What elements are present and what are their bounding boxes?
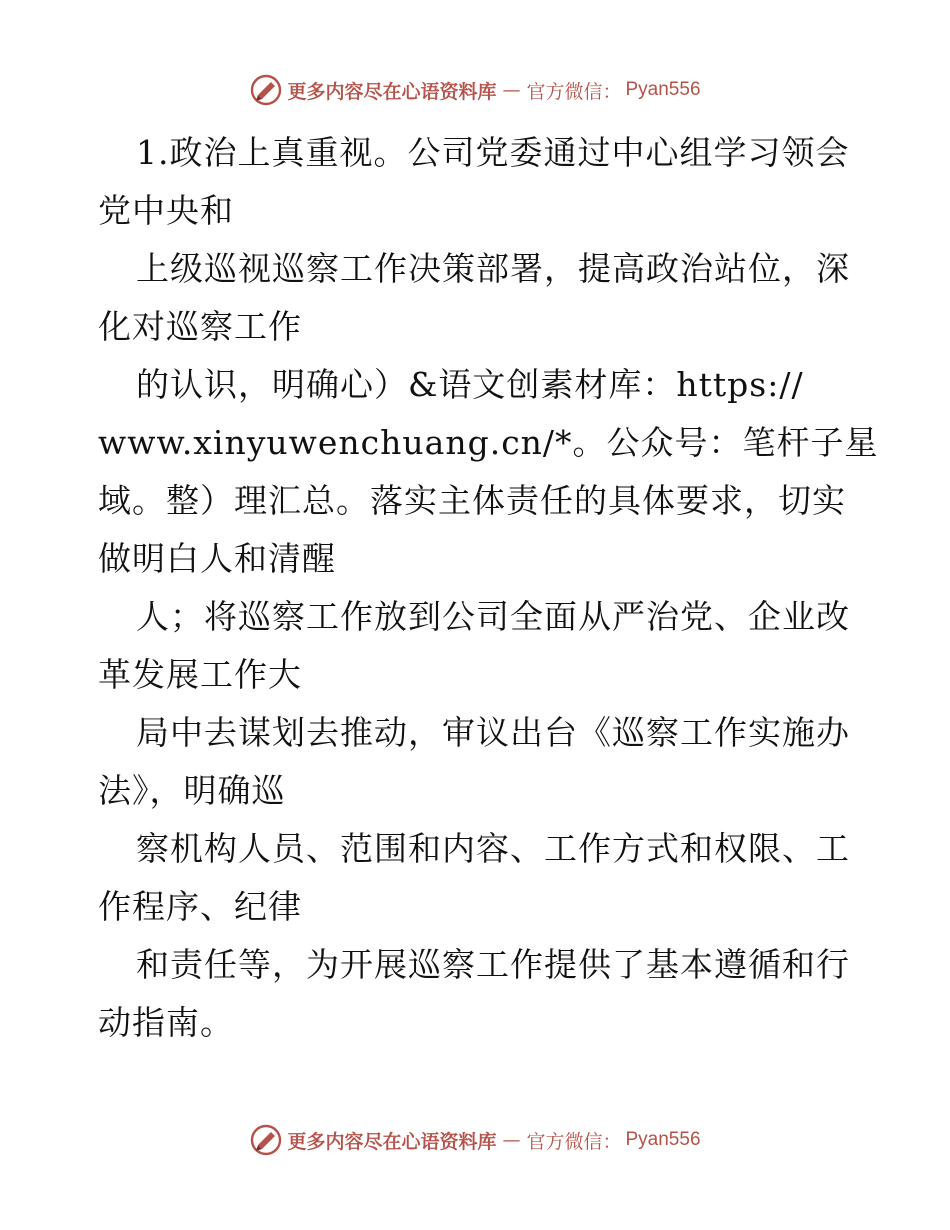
body-line: 法》，明确巡 (98, 771, 286, 810)
watermark-wechat-label: 官方微信： (526, 80, 622, 103)
footer-watermark (0, 1120, 950, 1160)
body-line: 1.政治上真重视。公司党委通过中心组学习领会 (136, 133, 850, 172)
header-watermark (0, 70, 950, 110)
body-line: 和责任等，为开展巡察工作提供了基本遵循和行 (136, 945, 850, 984)
watermark-group (249, 1123, 700, 1157)
watermark-dash: — (502, 79, 521, 101)
watermark-site-text: 更多内容尽在心语资料库 (287, 1130, 497, 1153)
body-line: 域。整）理汇总。落实主体责任的具体要求，切实 (98, 481, 846, 520)
body-line: 上级巡视巡察工作决策部署，提高政治站位，深 (136, 249, 850, 288)
body-line: 党中央和 (98, 191, 234, 230)
body-line: 化对巡察工作 (98, 307, 302, 346)
watermark-group (249, 73, 700, 107)
pen-logo-icon (249, 1123, 283, 1157)
body-line: 人；将巡察工作放到公司全面从严治党、企业改 (136, 597, 850, 636)
body-line: 革发展工作大 (98, 655, 302, 694)
watermark-wechat-label: 官方微信： (526, 1130, 622, 1153)
watermark-site-text: 更多内容尽在心语资料库 (287, 80, 497, 103)
body-line: 的认识，明确心）&语文创素材库：https:// (136, 365, 804, 404)
watermark-wechat-id: Pyan556 (625, 1129, 701, 1150)
watermark-wechat-id: Pyan556 (625, 79, 701, 100)
body-line: 动指南。 (98, 1003, 234, 1042)
document-body (98, 124, 879, 1052)
body-line: 察机构人员、范围和内容、工作方式和权限、工 (136, 829, 850, 868)
pen-logo-icon (249, 73, 283, 107)
body-line: 做明白人和清醒 (98, 539, 336, 578)
body-line: 局中去谋划去推动，审议出台《巡察工作实施办 (136, 713, 850, 752)
body-line: www.xinyuwenchuang.cn/*。公众号：笔杆子星 (98, 423, 879, 462)
body-line: 作程序、纪律 (98, 887, 302, 926)
watermark-dash: — (502, 1129, 521, 1151)
